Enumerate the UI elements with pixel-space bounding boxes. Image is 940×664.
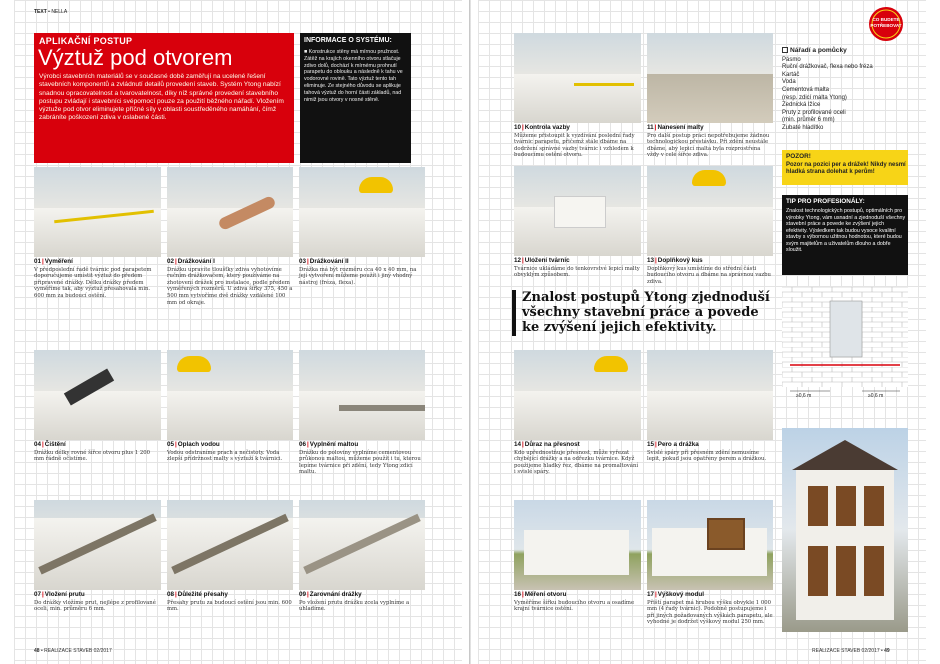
byline: TEXT • NELLA <box>34 9 68 15</box>
step-photo-14 <box>514 350 641 440</box>
tools-item: (min. průměr 6 mm) <box>782 117 835 124</box>
tip-box <box>782 195 908 275</box>
warning-heading: POZOR! <box>786 153 811 160</box>
tools-heading: Nářadí a pomůcky <box>782 47 908 55</box>
step-caption-17: 17|Výškový modul Přiští parapet má hrubou výšku obvykle 1 000 mm (4 řady tvárnic). Podobně postupujeme i při jiných požadovaných výškách parapetu, ale vyhodné je dodržet výškový modul 250 mm. <box>647 591 773 626</box>
page-gutter <box>469 0 471 664</box>
byline-label: TEXT <box>34 9 47 15</box>
step-caption-14: 14|Důraz na přesnost Kdo upřednostňuje přesnost, může vyřezat chybějící drážky a na odřezku tvárnice. Když použijeme hladký řez, dbáme na promaltování i svislé spáry. <box>514 441 639 476</box>
tools-item: Voda <box>782 79 796 86</box>
tools-item: Zednická lžíce <box>782 102 821 109</box>
dim-right-label: ≥0,6 m <box>868 393 884 399</box>
step-photo-05 <box>167 350 293 440</box>
step-caption-09: 09|Zarovnání drážky Po vložení prutu drážku zcela vyplníme a uhladíme. <box>299 591 410 613</box>
footer-left-page: 48 <box>34 648 40 654</box>
tip-text: Znalost technologických postupů, optimálních pro výrobky Ytong, vám usnadní a zjednoduší všechny stavební práce a povede ke zvýšení jejich efektivity. Výsledkem tak budou vysoce kvalitní stavby s výbornou užitnou hodnotou, které budou svým majitelům a uživatelům dlouho a dobře sloužit. <box>786 208 906 253</box>
tools-item: Cementová malta <box>782 86 830 93</box>
step-caption-15: 15|Pero a drážka Svislé spáry při přesném zdění nemusíme lepit, pokud jsou opatřeny perem a drážkou. <box>647 441 767 463</box>
badge-tools <box>868 6 904 42</box>
tools-item: Pásmo <box>782 56 801 63</box>
step-caption-11: 11|Nanesení malty Pro další postup práci nepotřebujeme žádnou technologickou přestávku. Při zdění neustále dbáme, aby lepicí malta byla rozprostřena vždy v celé šířce zdiva. <box>647 124 770 159</box>
system-info-text: ■ Konstrukce stěny má mírnou pružnost. Zátěž na krajích okenního otvoru stlačuje zdivo dolů, dochází k mírnému prohnutí parapetu do oblouku a následně k tahu ve vodorovné rovině. Tato výztuž tento tah eliminuje. Ze stejného důvodu se aplikuje tahová výztuž do horní části základů, nad nimiž jsou otvory v nosné stěně. <box>304 49 403 103</box>
article-kicker: APLIKAČNÍ POSTUP <box>39 36 133 46</box>
step-photo-17 <box>647 500 773 590</box>
byline-author: NELLA <box>51 9 68 15</box>
quote-bar <box>512 290 516 336</box>
step-caption-07: 07|Vložení prutu Do drážky vložíme prut, nejlépe z profilované oceli, min. průměru 6 mm. <box>34 591 156 613</box>
tools-item: (resp. zdicí malta Ytong) <box>782 94 847 101</box>
step-caption-02: 02|Drážkování I Drážku upravíte tloušťky zdiva vyhotovíme ručním drážkovačem, který používáme na zhotovení drážek pro instalace, podle předem vyměřených rozměrů. U zdiva šířky 375, 450 a 500 mm vytvoříme dvě drážky vzdálené 100 mm od okraje. <box>167 258 293 306</box>
step-photo-02 <box>167 167 293 257</box>
step-photo-16 <box>514 500 641 590</box>
footer-left: 48 • REALIZACE STAVEB 02/2017 <box>34 648 112 654</box>
footer-right-page: 49 <box>884 648 890 654</box>
badge-line2: POTŘEBOVAT <box>870 23 902 28</box>
tip-heading: TIP PRO PROFESIONÁLY: <box>786 198 865 205</box>
step-photo-01 <box>34 167 161 257</box>
step-caption-12: 12|Uložení tvárnic Tvárnice ukládáme do tenkovrstvé lepicí malty obvyklým způsobem. <box>514 257 640 279</box>
tools-item: Pruty z profilované oceli <box>782 109 846 116</box>
tools-item: Zubaté hladítko <box>782 124 824 131</box>
warning-text: Pozor na pozici per a drážek! Nikdy nesmí hladká strana dolehat k perům! <box>786 162 906 176</box>
step-caption-03: 03|Drážkování II Drážka má být rozměru cca 40 x 40 mm, na její vytvoření můžeme použít i jiný vhodný nástroj (fréza, flexa). <box>299 258 417 286</box>
tools-item: Kartáč <box>782 71 800 78</box>
warning-box <box>782 150 908 185</box>
system-info-body: Konstrukce stěny má mírnou pružnost. Zátěž na krajích okenního otvoru stlačuje zdivo dolů, dochází k mírnému prohnutí parapetu do oblouku a následně k tahu ve vodorovné rovině. Tato výztuž tento tah eliminuje. Ze stejného důvodu se aplikuje tahová výztuž do horní části základů, nad nimiž jsou otvory v nosné stěně. <box>304 49 403 103</box>
footer-right: REALIZACE STAVEB 02/2017 • 49 <box>812 648 890 654</box>
article-title: Výztuž pod otvorem <box>38 45 233 70</box>
footer-right-pub: REALIZACE STAVEB 02/2017 <box>812 648 880 654</box>
step-photo-04 <box>34 350 161 440</box>
step-caption-05: 05|Oplach vodou Vodou odstraníme prach a nečistoty. Voda zlepší přídržnost malty s výztuží k tvárnici. <box>167 441 283 463</box>
step-photo-10 <box>514 33 641 123</box>
system-info-box <box>300 33 411 163</box>
dim-left-label: ≥0,6 m <box>796 393 812 399</box>
badge-line1: CO BUDETE <box>872 17 900 22</box>
step-caption-13: 13|Doplňkový kus Doplňkový kus umístíme do střední části budoucího otvoru a dbáme na správnou vazbu zdiva. <box>647 257 771 285</box>
finished-house-photo <box>782 428 908 632</box>
step-photo-08 <box>167 500 293 590</box>
reinforcement-diagram <box>782 287 908 417</box>
step-photo-07 <box>34 500 161 590</box>
step-caption-04: 04|Čištění Drážku délky rovné šířce otvoru plus 1 200 mm řádně očistíme. <box>34 441 150 463</box>
article-intro: Výrobci stavebních materiálů se v současné době zaměřují na ucelené řešení stavebních komponentů a zvládnutí detailů provedení staveb. Systém Ytong nabízí snadnou opracovatelnost a tvarovatelnost, díky níž správné provedení stavebního postupu zvládají i stavebníci svépomocí pouze za použití běžného nářadí. Vložením výztuže pod otvor eliminujete příčné síly v oblasti soustředěného namáhání, čímž zabráníte poškození zdiva v oslabené části. <box>39 73 284 122</box>
tools-box <box>782 47 908 133</box>
step-caption-08: 08|Důležité přesahy Přesahy prutu za budoucí ostění jsou min. 600 mm. <box>167 591 292 613</box>
step-photo-15 <box>647 350 773 440</box>
step-photo-09 <box>299 500 425 590</box>
step-caption-06: 06|Vyplnění maltou Drážku do poloviny vyplníme cementovou průkonou maltou, můžeme použít i tu, kterou lepíme tvárnice při zdění, tedy Ytong zdicí maltu. <box>299 441 421 476</box>
system-info-heading: INFORMACE O SYSTÉMU: <box>304 37 392 44</box>
pull-quote: Znalost postupů Ytong zjednoduší všechny stavební práce a povede ke zvýšení jejich efektivity. <box>522 290 770 335</box>
step-caption-16: 16|Měření otvoru Vyměříme šířku budoucího otvoru a osadíme krajní tvárnice ostění. <box>514 591 635 613</box>
step-photo-06 <box>299 350 425 440</box>
step-photo-11 <box>647 33 773 123</box>
step-photo-13 <box>647 166 773 256</box>
step-photo-03 <box>299 167 425 257</box>
step-caption-10: 10|Kontrola vazby Můžeme přistoupit k vyzdívání poslední řady tvárnic parapetu, přičemž stále dbáme na dodržení správné vazby tvárnic i vzhledem k budoucímu ostění otvoru. <box>514 124 635 159</box>
article-title-block <box>34 33 294 163</box>
tools-item: Ruční drážkovač, flexa nebo fréza <box>782 64 873 71</box>
step-caption-01: 01|Vyměření V předposlední řadě tvárnic pod parapetem doporučujeme umístit výztuž do předem připravené drážky. Délku drážky předem vyměříme tak, aby výztuž přesahovala min. 600 mm za budoucí ostění. <box>34 258 152 299</box>
footer-left-pub: REALIZACE STAVEB 02/2017 <box>44 648 112 654</box>
step-photo-12 <box>514 166 641 256</box>
